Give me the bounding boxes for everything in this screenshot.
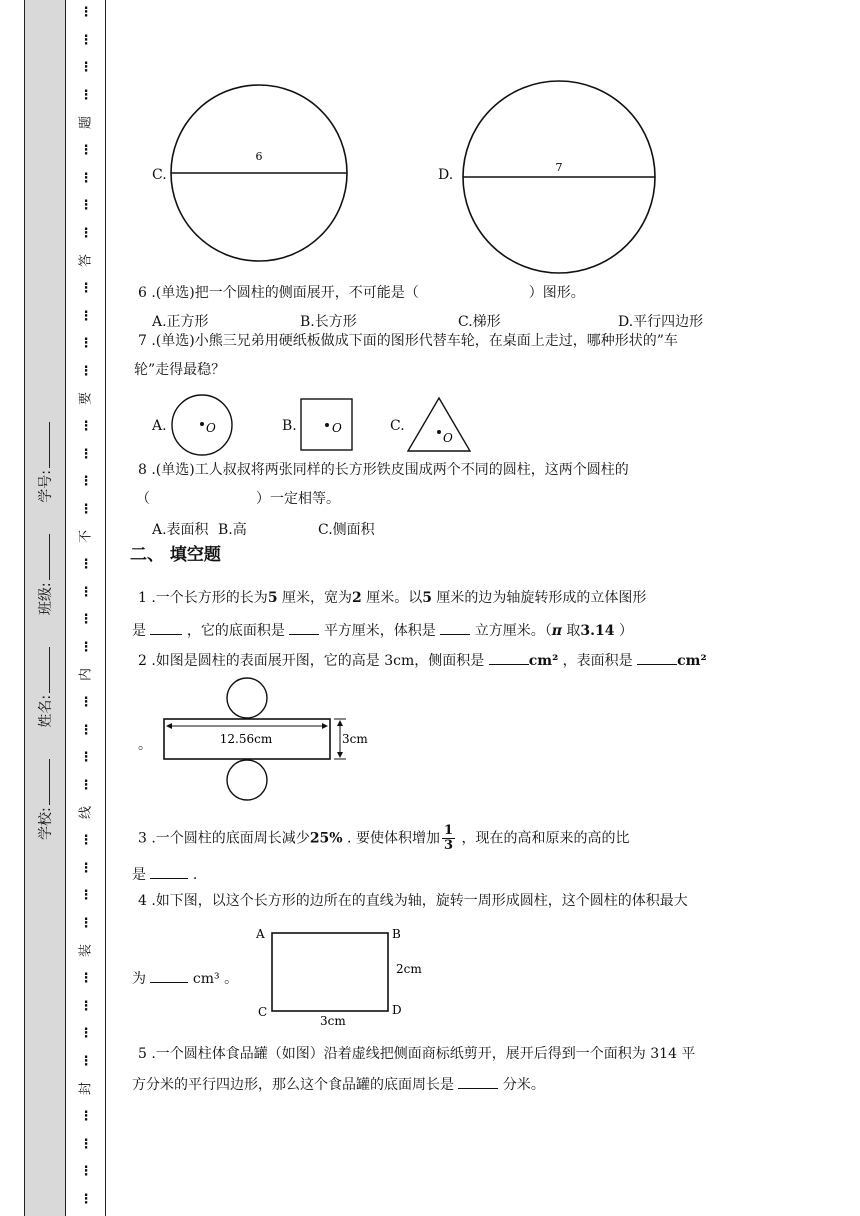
seal-dot: ⋮ [79, 833, 93, 848]
corner-a: A [256, 927, 265, 941]
seal-dot: ⋮ [79, 1136, 93, 1152]
center-o-b: O [332, 421, 342, 435]
q7-option-a-label: A. [152, 418, 167, 434]
fill-question-3-line2: 是 . [132, 864, 197, 884]
seal-dot: ⋮ [79, 419, 93, 434]
section-title: 二、 填空题 [130, 545, 221, 565]
seal-dot: ⋮ [79, 888, 93, 904]
corner-b: B [392, 927, 401, 941]
rect-length-label: 12.56cm [219, 732, 273, 746]
rect-height-label: 3cm [342, 732, 368, 746]
seal-dot: ⋮ [79, 87, 93, 103]
fill-question-5-line2: 方分米的平行四边形，那么这个食品罐的底面周长是 分米。 [132, 1074, 545, 1094]
rectangle-abcd-diagram [256, 924, 426, 1030]
fill-question-4-line2: 为 cm³ 。 [132, 968, 238, 988]
triangle-wheel-diagram [406, 396, 472, 454]
fill-question-2: 2 .如图是圆柱的表面展开图，它的高是 3cm，侧面积是 cm² ，表面积是 cm² [138, 650, 707, 670]
seal-dot: ⋮ [79, 695, 93, 710]
fill-question-1-line2: 是 ，它的底面积是 平方厘米，体积是 立方厘米。（π 取3.14 ） [132, 620, 633, 640]
fill-question-4-line1: 4 .如下图，以这个长方形的边所在的直线为轴，旋转一周形成圆柱，这个圆柱的体积最大 [138, 893, 688, 909]
binding-strip [24, 0, 106, 1216]
q8-option-b: B.高 [218, 522, 247, 538]
bottom-length-label: 3cm [320, 1014, 346, 1028]
seal-dot: ⋮ [79, 612, 93, 628]
seal-dot: ⋮ [79, 750, 93, 766]
seal-char: 装 [78, 944, 94, 958]
question-6: 6 .(单选)把一个圆柱的侧面展开，不可能是（ ）图形。 [138, 285, 585, 301]
seal-dot: ⋮ [79, 363, 93, 379]
seal-char: 不 [78, 530, 94, 544]
seal-char: 线 [78, 806, 94, 820]
center-o-a: O [206, 421, 216, 435]
seal-dot: ⋮ [79, 60, 93, 76]
seal-dot: ⋮ [79, 584, 93, 600]
seal-char: 题 [78, 116, 94, 130]
seal-dot: ⋮ [79, 198, 93, 214]
q8-option-a: A.表面积 [152, 522, 209, 538]
seal-dot: ⋮ [79, 446, 93, 462]
square-wheel-diagram [300, 398, 354, 452]
student-info [25, 420, 65, 840]
seal-dot: ⋮ [79, 474, 93, 490]
school-field: 学校: [35, 757, 55, 840]
seal-dot: ⋮ [79, 32, 93, 48]
corner-d: D [392, 1003, 402, 1017]
seal-dot: ⋮ [79, 971, 93, 986]
question-7-line1: 7 .(单选)小熊三兄弟用硬纸板做成下面的图形代替车轮，在桌面上走过，哪种形状的”车 [138, 333, 678, 349]
seal-dot: ⋮ [79, 170, 93, 186]
side-length-label: 2cm [396, 962, 422, 976]
student-info-panel [25, 0, 66, 1216]
seal-dot: ⋮ [79, 1053, 93, 1069]
q6-option-b: B.长方形 [300, 314, 357, 330]
fill-question-3-line1: 3 .一个圆柱的底面周长减少25% . 要使体积增加 $\frac{1}{3}$ ，现在的高和原来的高的比 [138, 823, 630, 853]
q6-option-a: A.正方形 [152, 314, 209, 330]
seal-char: 要 [78, 392, 94, 406]
circle-wheel-diagram [170, 394, 236, 458]
seal-dot: ⋮ [79, 915, 93, 931]
seal-char: 封 [78, 1082, 94, 1096]
seal-dot: ⋮ [79, 143, 93, 158]
seal-dot: ⋮ [79, 5, 93, 20]
corner-c: C [258, 1005, 268, 1019]
name-field: 姓名: [35, 645, 55, 728]
seal-dot: ⋮ [79, 1191, 93, 1207]
seal-dot: ⋮ [79, 501, 93, 517]
seal-dot: ⋮ [79, 998, 93, 1014]
circle-diagram-d [462, 80, 662, 276]
seal-dot: ⋮ [79, 722, 93, 738]
circle-diagram-c [170, 84, 350, 264]
option-c-label: C. [152, 167, 167, 183]
fill-question-2-period: 。 [138, 737, 152, 753]
fill-question-1-line1: 1 .一个长方形的长为5 厘米，宽为2 厘米。以5 厘米的边为轴旋转形成的立体图形 [138, 590, 647, 606]
seal-dot: ⋮ [79, 336, 93, 352]
class-field: 班级: [35, 532, 55, 615]
seal-dot: ⋮ [79, 860, 93, 876]
seal-dot: ⋮ [79, 557, 93, 572]
q6-option-c: C.梯形 [458, 314, 501, 330]
seal-dot: ⋮ [79, 1164, 93, 1180]
student-info-fields [25, 420, 65, 840]
question-8-line2: （ ）一定相等。 [136, 491, 340, 507]
q8-option-c: C.侧面积 [318, 522, 375, 538]
seal-dot: ⋮ [79, 777, 93, 793]
seal-dot: ⋮ [79, 1026, 93, 1042]
seal-dot: ⋮ [79, 639, 93, 655]
question-7-line2: 轮”走得最稳？ [134, 362, 226, 378]
center-o-c: O [443, 431, 453, 445]
option-d-label: D. [438, 167, 454, 183]
cylinder-net-diagram [162, 676, 376, 802]
fill-question-5-line1: 5 .一个圆柱体食品罐（如图）沿着虚线把侧面商标纸剪开，展开后得到一个面积为 314 平 [138, 1046, 696, 1062]
q7-option-c-label: C. [390, 418, 405, 434]
student-id-field: 学号: [35, 420, 55, 503]
seal-line [67, 0, 105, 1216]
question-8-line1: 8 .(单选)工人叔叔将两张同样的长方形铁皮围成两个不同的圆柱，这两个圆柱的 [138, 462, 629, 478]
seal-dot: ⋮ [79, 225, 93, 241]
seal-dot: ⋮ [79, 1109, 93, 1124]
seal-char: 内 [78, 668, 94, 682]
diameter-label-c: 6 [255, 150, 263, 163]
fraction-one-third: $\frac{1}{3}$ [443, 823, 454, 853]
q6-option-d: D.平行四边形 [618, 314, 704, 330]
q7-option-b-label: B. [282, 418, 297, 434]
seal-dot: ⋮ [79, 308, 93, 324]
diameter-label-d: 7 [555, 161, 563, 174]
seal-char: 答 [78, 254, 94, 268]
seal-dot: ⋮ [79, 281, 93, 296]
